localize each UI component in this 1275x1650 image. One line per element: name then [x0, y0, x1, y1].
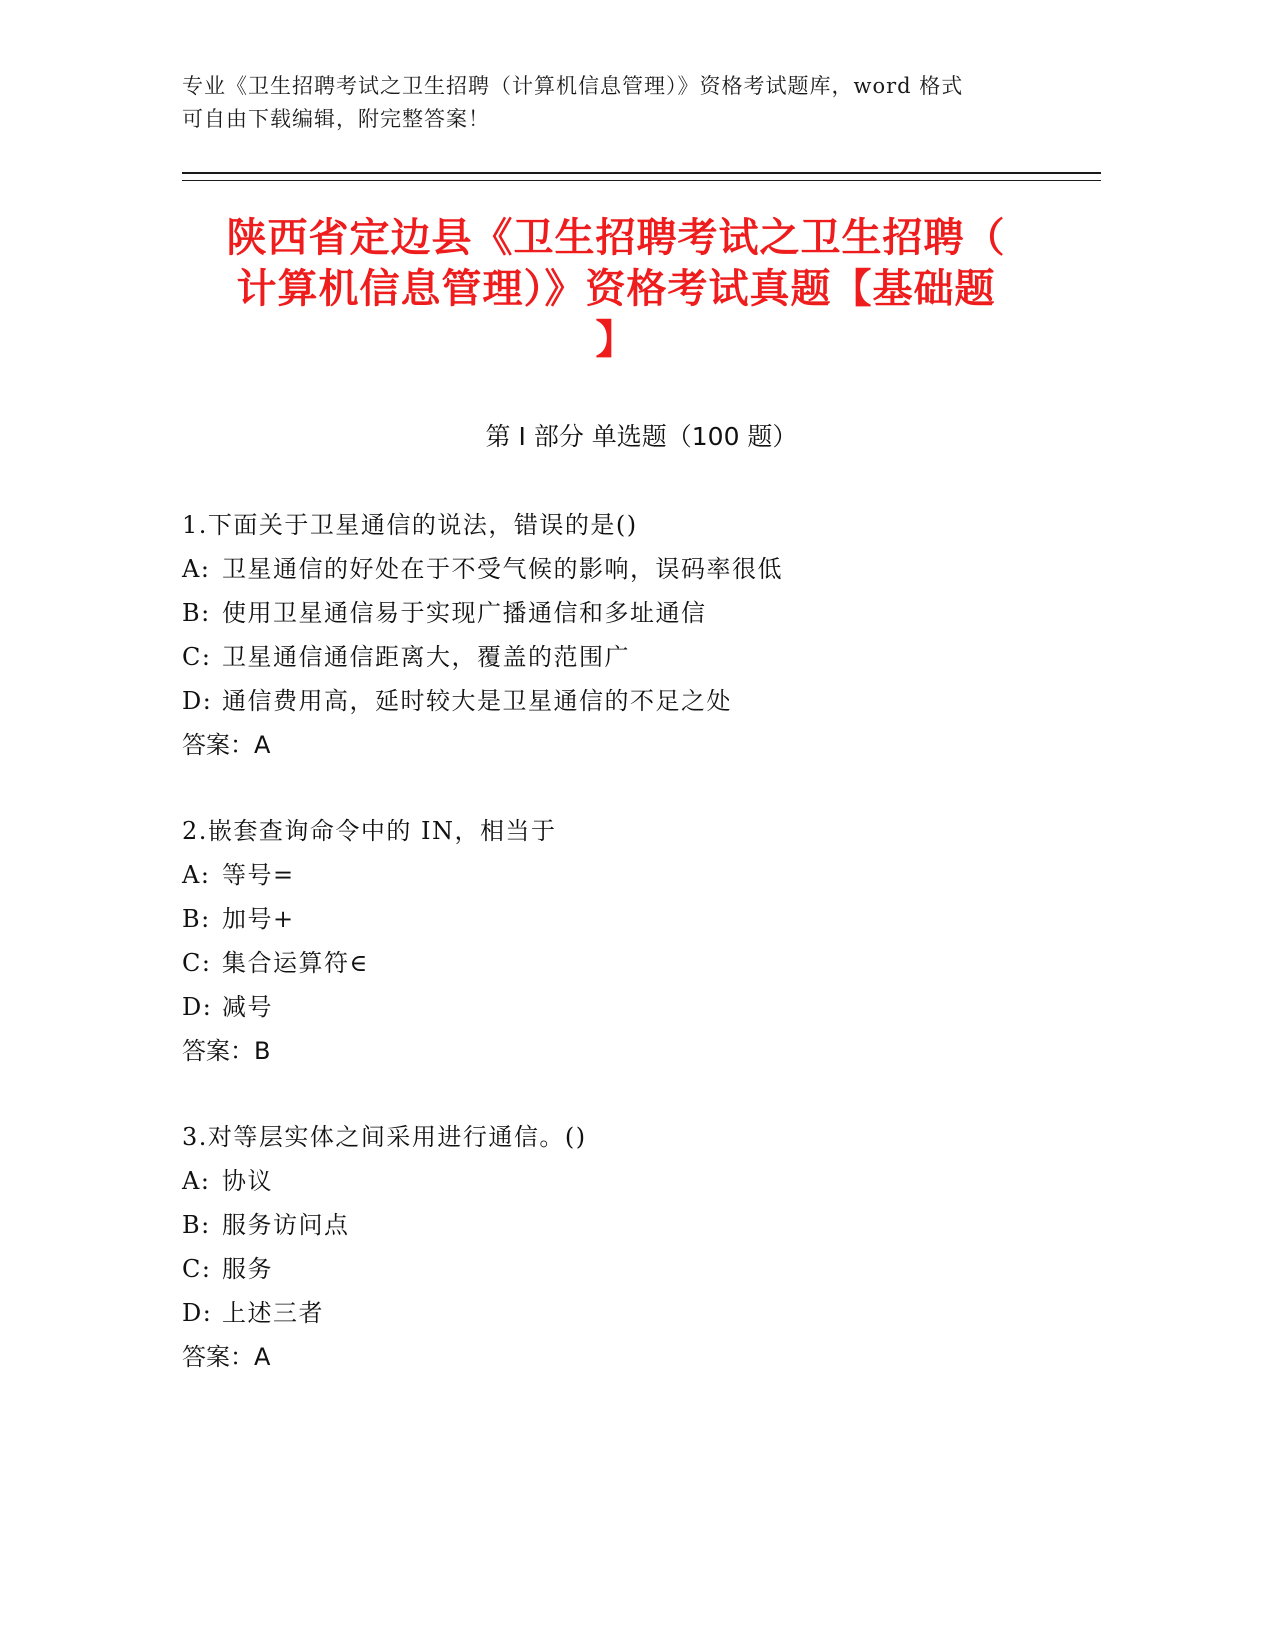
- option-text: 服务访问点: [222, 1211, 350, 1239]
- document-title-line-3: 】: [595, 317, 637, 363]
- option-text: 使用卫星通信易于实现广播通信和多址通信: [222, 599, 707, 627]
- option-letter: B:: [182, 905, 211, 933]
- answer-line: 答案：A: [182, 731, 271, 759]
- option-c: [182, 635, 1082, 679]
- question-stem: 2.嵌套查询命令中的 IN，相当于: [182, 817, 557, 845]
- option-text: 卫星通信的好处在于不受气候的影响，误码率很低: [222, 555, 783, 583]
- question-1: [182, 503, 1082, 767]
- header-note: [182, 70, 1052, 136]
- option-letter: D:: [182, 1299, 213, 1327]
- option-b: [182, 591, 1082, 635]
- option-text: 通信费用高，延时较大是卫星通信的不足之处: [222, 687, 732, 715]
- option-text: 集合运算符∈: [222, 949, 369, 977]
- option-c: [182, 1247, 1082, 1291]
- header-note-line-1: 专业《卫生招聘考试之卫生招聘（计算机信息管理）》资格考试题库，word 格式: [182, 74, 964, 98]
- section-title: 第 I 部分 单选题（100 题）: [485, 422, 798, 451]
- question-2: [182, 809, 1082, 1073]
- option-text: 服务: [222, 1255, 273, 1283]
- option-letter: C:: [182, 643, 212, 671]
- option-text: 协议: [222, 1167, 273, 1195]
- header-rule-thick: [182, 172, 1101, 174]
- option-d: [182, 985, 1082, 1029]
- option-text: 等号=: [222, 861, 295, 889]
- option-b: [182, 897, 1082, 941]
- option-letter: A:: [182, 861, 211, 889]
- answer-line: 答案：B: [182, 1037, 271, 1065]
- option-b: [182, 1203, 1082, 1247]
- option-a: [182, 853, 1082, 897]
- option-letter: A:: [182, 1167, 211, 1195]
- option-text: 加号+: [222, 905, 295, 933]
- option-d: [182, 1291, 1082, 1335]
- header-rule-thin: [182, 180, 1101, 181]
- option-a: [182, 547, 1082, 591]
- document-title: [186, 213, 1046, 366]
- option-letter: D:: [182, 993, 213, 1021]
- question-stem: 3.对等层实体之间采用进行通信。(): [182, 1123, 587, 1151]
- question-list: [182, 503, 1082, 1421]
- option-d: [182, 679, 1082, 723]
- header-note-line-2: 可自由下载编辑，附完整答案！: [182, 107, 490, 131]
- option-c: [182, 941, 1082, 985]
- answer-line: 答案：A: [182, 1343, 271, 1371]
- option-letter: A:: [182, 555, 211, 583]
- option-letter: D:: [182, 687, 213, 715]
- option-text: 减号: [222, 993, 273, 1021]
- option-letter: C:: [182, 1255, 212, 1283]
- question-3: [182, 1115, 1082, 1379]
- option-letter: B:: [182, 1211, 211, 1239]
- option-a: [182, 1159, 1082, 1203]
- document-title-line-1: 陕西省定边县《卫生招聘考试之卫生招聘（: [226, 215, 1006, 261]
- option-letter: B:: [182, 599, 211, 627]
- document-title-line-2: 计算机信息管理）》资格考试真题【基础题: [236, 266, 996, 312]
- option-letter: C:: [182, 949, 212, 977]
- option-text: 卫星通信通信距离大，覆盖的范围广: [222, 643, 630, 671]
- question-stem: 1.下面关于卫星通信的说法，错误的是(): [182, 511, 638, 539]
- option-text: 上述三者: [222, 1299, 324, 1327]
